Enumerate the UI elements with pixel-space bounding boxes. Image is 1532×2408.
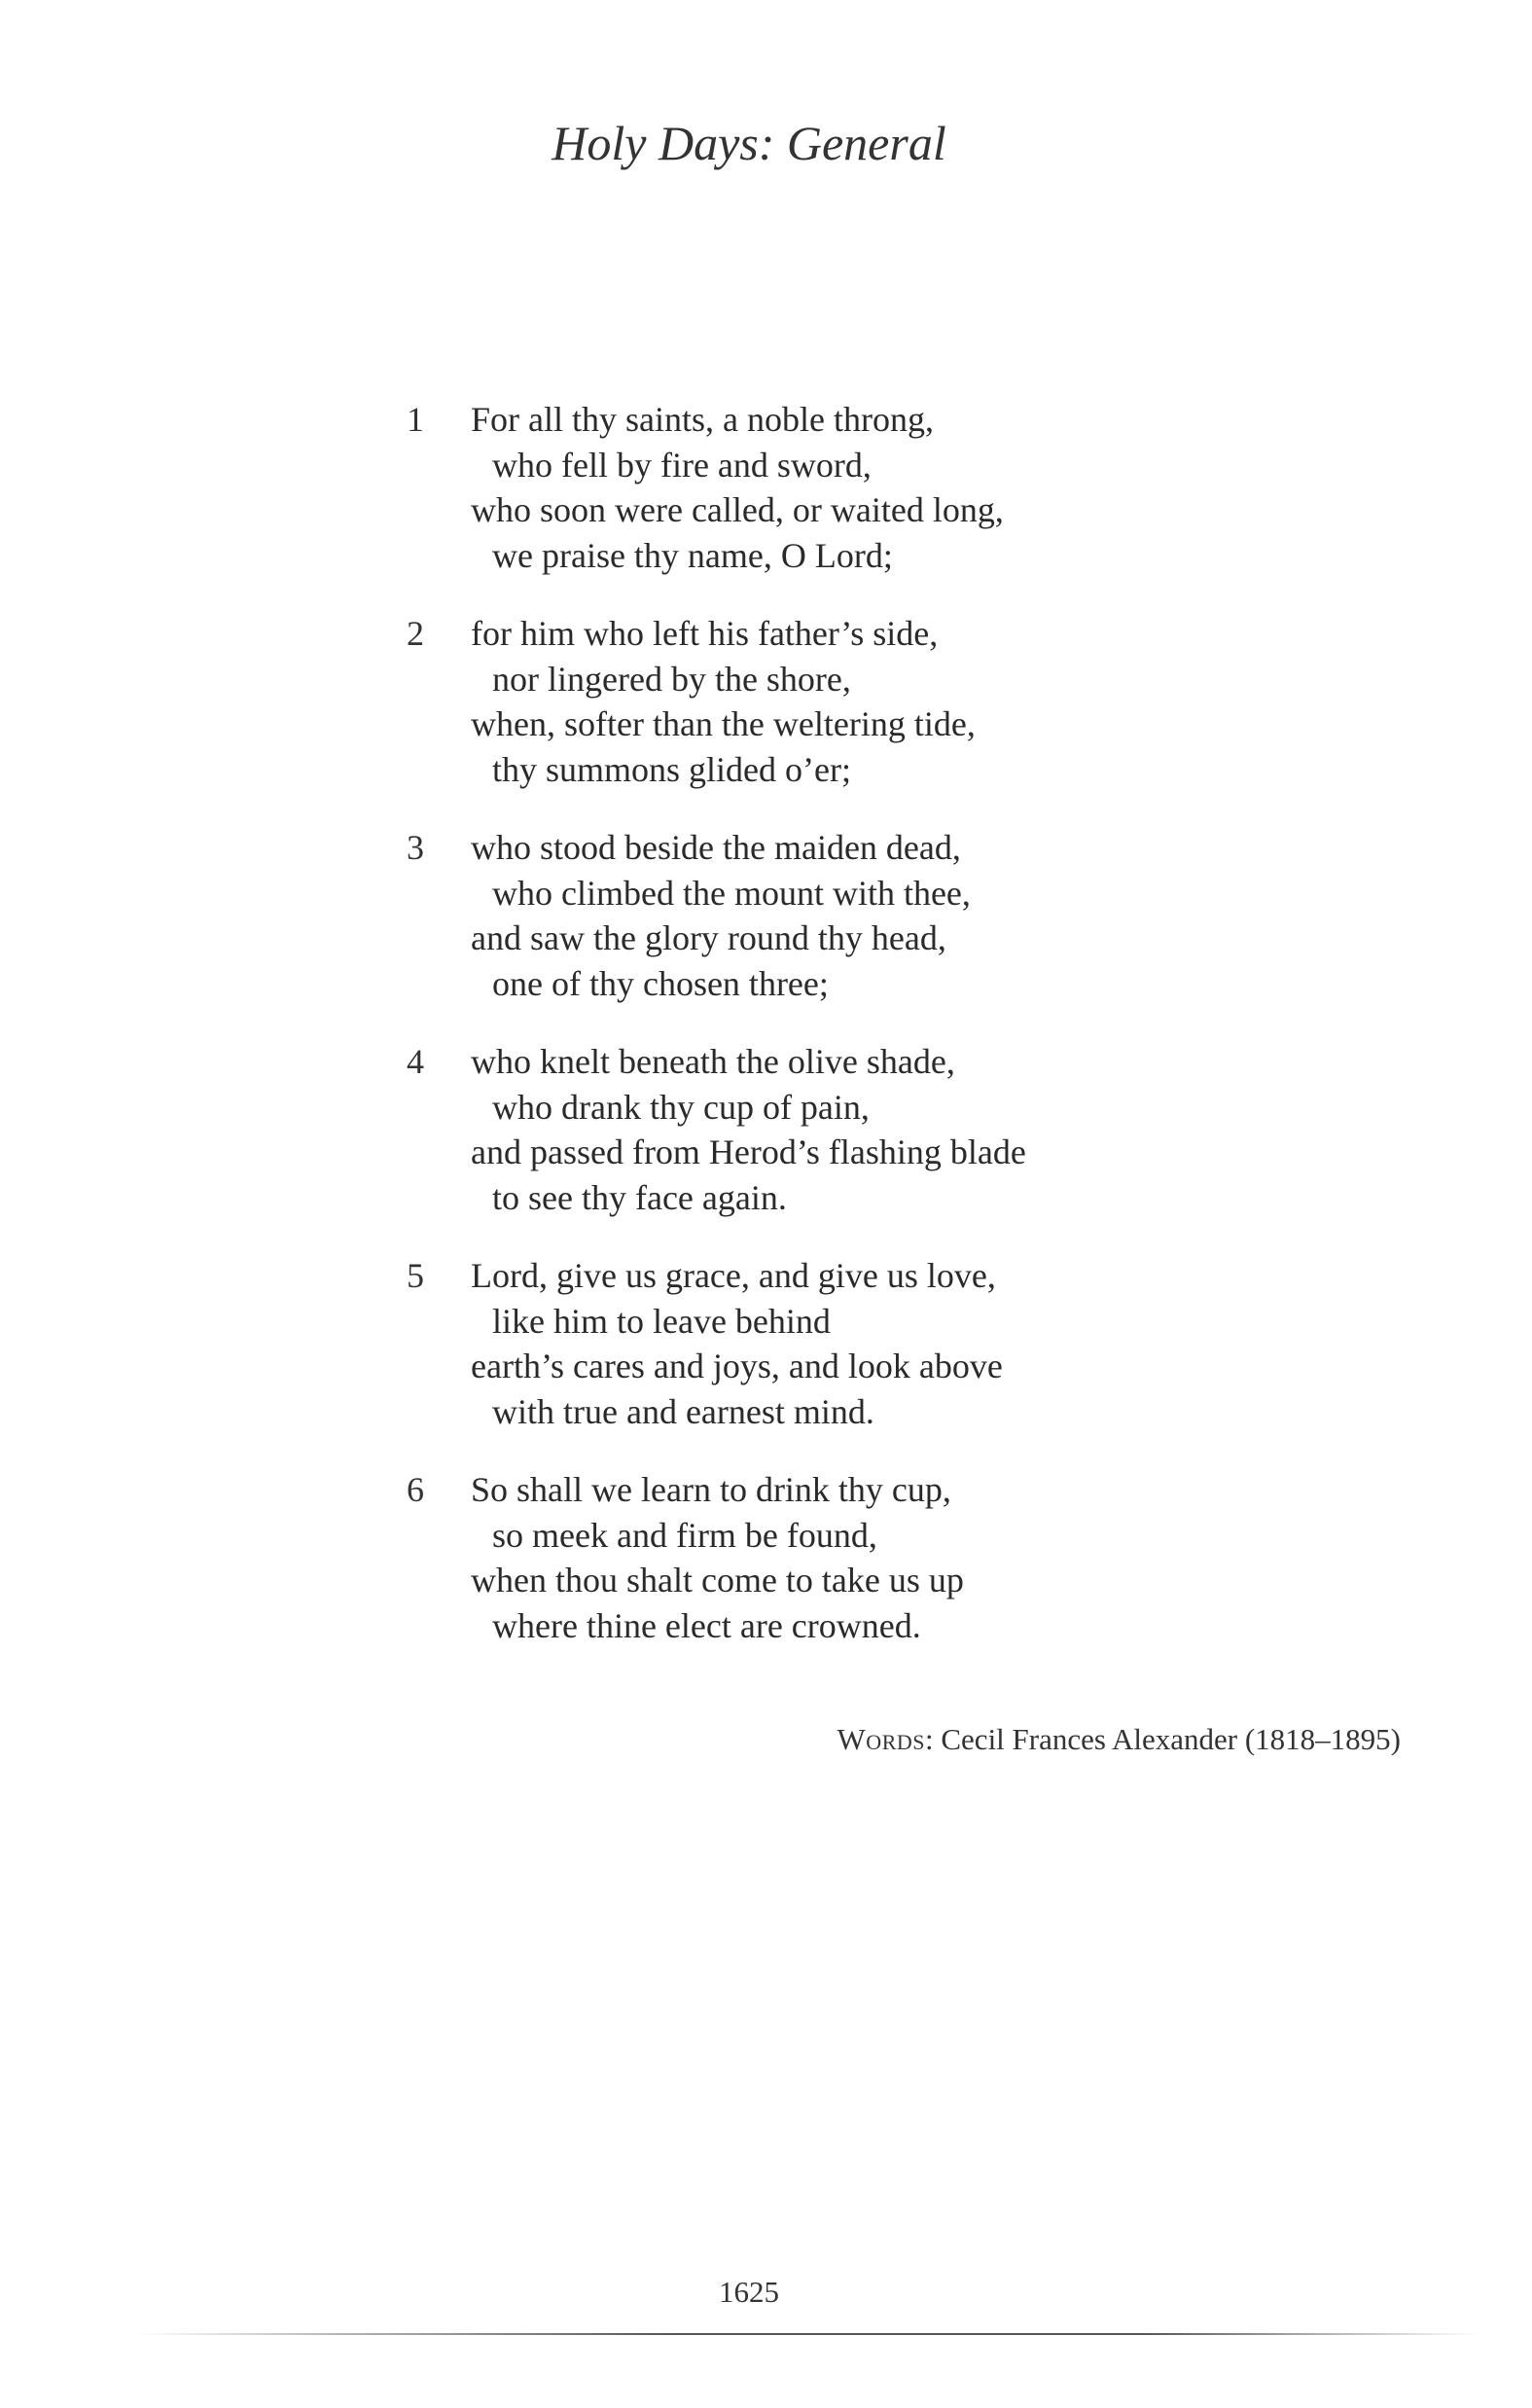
verse-line: So shall we learn to drink thy cup, [471, 1470, 951, 1509]
verse [407, 1253, 1146, 1434]
page-title: Holy Days: General [552, 116, 946, 170]
verse-line: and passed from Herod’s flashing blade [471, 1132, 1026, 1171]
verse-line: for him who left his father’s side, [471, 614, 939, 653]
verse [407, 825, 1146, 1006]
verse-line: to see thy face again. [492, 1177, 787, 1217]
verse [407, 611, 1146, 792]
verse-line: who climbed the mount with thee, [492, 873, 971, 913]
verse-line: For all thy saints, a noble throng, [471, 400, 934, 439]
verse-line: we praise thy name, O Lord; [492, 535, 893, 575]
verse-line: when thou shalt come to take us up [471, 1561, 964, 1599]
verse-number: 6 [407, 1470, 424, 1509]
verse-number: 5 [407, 1256, 424, 1295]
verse [407, 1039, 1146, 1220]
verse-line: who stood beside the maiden dead, [471, 828, 961, 867]
page-number: 1625 [719, 2275, 779, 2309]
verse-number: 2 [407, 614, 424, 653]
verse [407, 397, 1146, 578]
verse-line: nor lingered by the shore, [492, 659, 851, 699]
attribution-separator: : [925, 1722, 942, 1756]
verse-number: 1 [407, 400, 424, 439]
verse-line: so meek and firm be found, [492, 1515, 877, 1555]
verse-line: who soon were called, or waited long, [471, 490, 1004, 529]
attribution-author: Cecil Frances Alexander (1818–1895) [941, 1722, 1401, 1756]
verse-line: one of thy chosen three; [492, 963, 829, 1003]
verse-line: earth’s cares and joys, and look above [471, 1347, 1003, 1385]
verse-line: Lord, give us grace, and give us love, [471, 1256, 996, 1295]
words-attribution [837, 1722, 1401, 1757]
verse-line: thy summons glided o’er; [492, 749, 851, 789]
verse-line: who drank thy cup of pain, [492, 1087, 870, 1127]
attribution-label: Words [837, 1722, 925, 1756]
bottom-rule [136, 2333, 1479, 2335]
verse [407, 1467, 1146, 1648]
hymn-text [407, 397, 1146, 1681]
verse-line: who fell by fire and sword, [492, 445, 872, 485]
verse-line: with true and earnest mind. [492, 1391, 874, 1431]
verse-number: 3 [407, 828, 424, 867]
verse-number: 4 [407, 1042, 424, 1081]
verse-line: like him to leave behind [492, 1301, 831, 1341]
verse-line: who knelt beneath the olive shade, [471, 1042, 955, 1081]
verse-line: where thine elect are crowned. [492, 1605, 921, 1645]
verse-line: when, softer than the weltering tide, [471, 704, 976, 743]
verse-line: and saw the glory round thy head, [471, 918, 946, 957]
